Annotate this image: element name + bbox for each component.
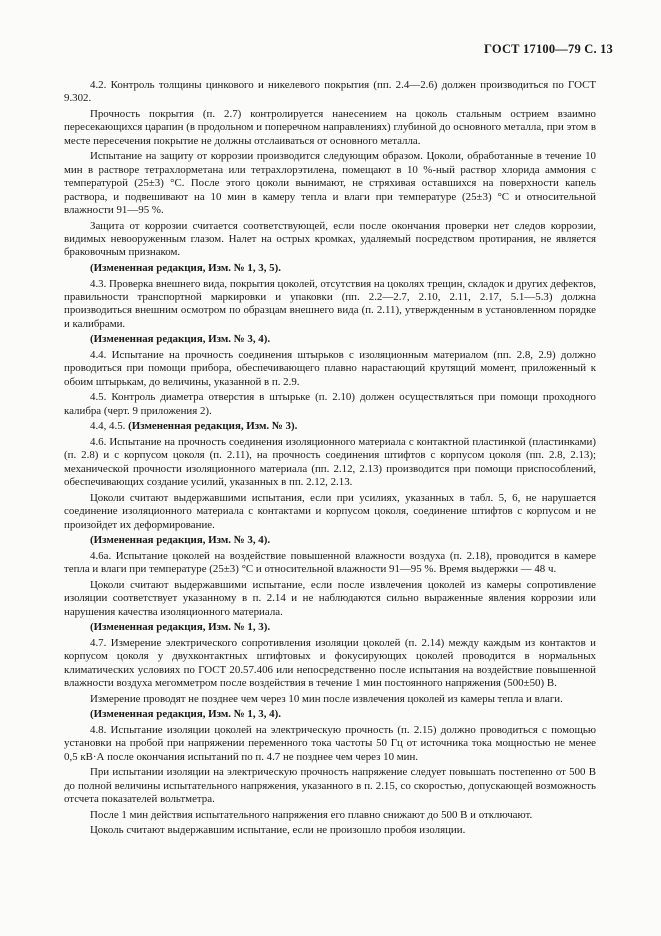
paragraph: Измерение проводят не позднее чем через 10 мин после извлечения цоколей из камеры тепла и влаги. [90, 692, 563, 705]
paragraph: 4.8. Испытание изоляции цоколей на электрическую прочность (п. 2.15) должно проводиться с помощью установки на пробой при напряжении переменного тока частоты 50 Гц от источника тока мощностью не менее 0,5 кВ·А после окончания испытаний по п. 4.7 не позднее чем через 10 мин. [64, 723, 596, 763]
edition-note: (Измененная редакция, Изм. № 3, 4). [90, 333, 271, 346]
paragraph: После 1 мин действия испытательного напряжения его плавно снижают до 500 В и отключают. [90, 808, 533, 821]
paragraph: Цоколи считают выдержавшими испытания, если при усилиях, указанных в табл. 5, 6, не нарушается соединение изоляционного материала с контактами и корпусом цоколя, соединение штифтов с корпусом и не произойдет их деформирование. [64, 491, 596, 531]
edition-note [64, 420, 596, 433]
paragraph: 4.3. Проверка внешнего вида, покрытия цоколей, отсутствия на цоколях трещин, складок и других дефектов, правильности транспортной маркировки и упаковки (пп. 2.2—2.7, 2.10, 2.11, 2.17, 5.1—5.3) должна производиться внешним осмотром по образцам внешнего вида (п. 2.11), утвержденным в установленном порядке и калибрами. [64, 277, 597, 330]
paragraph: Защита от коррозии считается соответствующей, если после окончания проверки нет следов коррозии, видимых невооруженным глазом. Налет на острых кромках, удаляемый посредством протирания, не является браковочным признаком. [64, 219, 596, 259]
paragraph: Цоколи считают выдержавшими испытание, если после извлечения цоколей из камеры сопротивление изоляции соответствует указанному в п. 2.14 и не наблюдаются сильно выраженные явления коррозии или нарушения качества изоляционного материала. [64, 578, 596, 618]
edition-note: (Измененная редакция, Изм. № 1, 3). [90, 621, 271, 634]
clause-reference: 4.4, 4.5. [90, 420, 129, 433]
document-body [64, 79, 596, 840]
paragraph: Испытание на защиту от коррозии производится следующим образом. Цоколи, обработанные в течение 10 мин в растворе тетрахлорметана или тетрахлорэтилена, помещают в 10 %-ный раствор хлорида аммония с температурой (25±3) °С. После этого цоколи вынимают, не стряхивая оставшихся на поверхности капель раствора, и подвешивают на 10 мин в камеру тепла и влаги при температуре (25±3) °С и относительной влажности 91—95 %. [64, 150, 596, 217]
paragraph: 4.5. Контроль диаметра отверстия в штырьке (п. 2.10) должен осуществляться при помощи проходного калибра (черт. 9 приложения 2). [64, 391, 596, 417]
edition-note: (Измененная редакция, Изм. № 1, 3, 4). [90, 708, 281, 721]
paragraph: 4.6. Испытание на прочность соединения изоляционного материала с контактной пластинкой (пластинками) (п. 2.8) и с корпусом цоколя (п. 2.11), на прочность соединения штифтов с корпусом цоколя (пп. 2.8, 2.13); механической прочности изоляционного материала (пп. 2.12, 2.13) производится при помощи приспособлений, обеспечивающих создание усилий, указанных в пп. 2.12, 2.13. [64, 436, 596, 489]
edition-note: (Измененная редакция, Изм. № 3, 4). [90, 534, 271, 547]
edition-label: (Измененная редакция, Изм. № 3). [128, 420, 298, 433]
paragraph: При испытании изоляции на электрическую прочность напряжение следует повышать постепенно от 500 В до полной величины испытательного напряжения, указанного в п. 2.15, со скоростью, допускающей возможность отсчета показателей вольтметра. [64, 766, 596, 806]
page-header: ГОСТ 17100—79 С. 13 [484, 42, 613, 56]
paragraph: 4.4. Испытание на прочность соединения штырьков с изоляционным материалом (пп. 2.8, 2.9) должно проводиться при помощи прибора, обеспечивающего плавно нарастающий крутящий момент, приложенный к обоим штырькам, до величины, указанной в п. 2.9. [64, 349, 596, 388]
edition-note: (Измененная редакция, Изм. № 1, 3, 5). [90, 262, 281, 275]
paragraph: 4.6а. Испытание цоколей на воздействие повышенной влажности воздуха (п. 2.18), проводится в камере тепла и влаги при температуре (25±3) °С и относительной влажности 91—95 %. Время выдержки — 48 ч. [64, 549, 596, 576]
paragraph: Цоколь считают выдержавшим испытание, если не произошло пробоя изоляции. [90, 824, 466, 837]
paragraph: 4.2. Контроль толщины цинкового и никелевого покрытия (пп. 2.4—2.6) должен производиться по ГОСТ 9.302. [64, 79, 596, 105]
paragraph: 4.7. Измерение электрического сопротивления изоляции цоколей (п. 2.14) между каждым из контактов и корпусом цоколя у двухконтактных штифтовых и фокусирующих цоколей проводится в нормальных климатических условиях по ГОСТ 20.57.406 или непосредственно после испытания на воздействие повышенной влажности воздуха мегомметром после воздействия в течение 1 мин постоянного напряжения (500±50) В. [64, 636, 596, 690]
paragraph: Прочность покрытия (п. 2.7) контролируется нанесением на цоколь стальным острием взаимно пересекающихся царапин (в продольном и поперечном направлениях) глубиной до основного металла, при этом в месте пересечения покрытие не должны отслаиваться от основного металла. [64, 108, 596, 147]
